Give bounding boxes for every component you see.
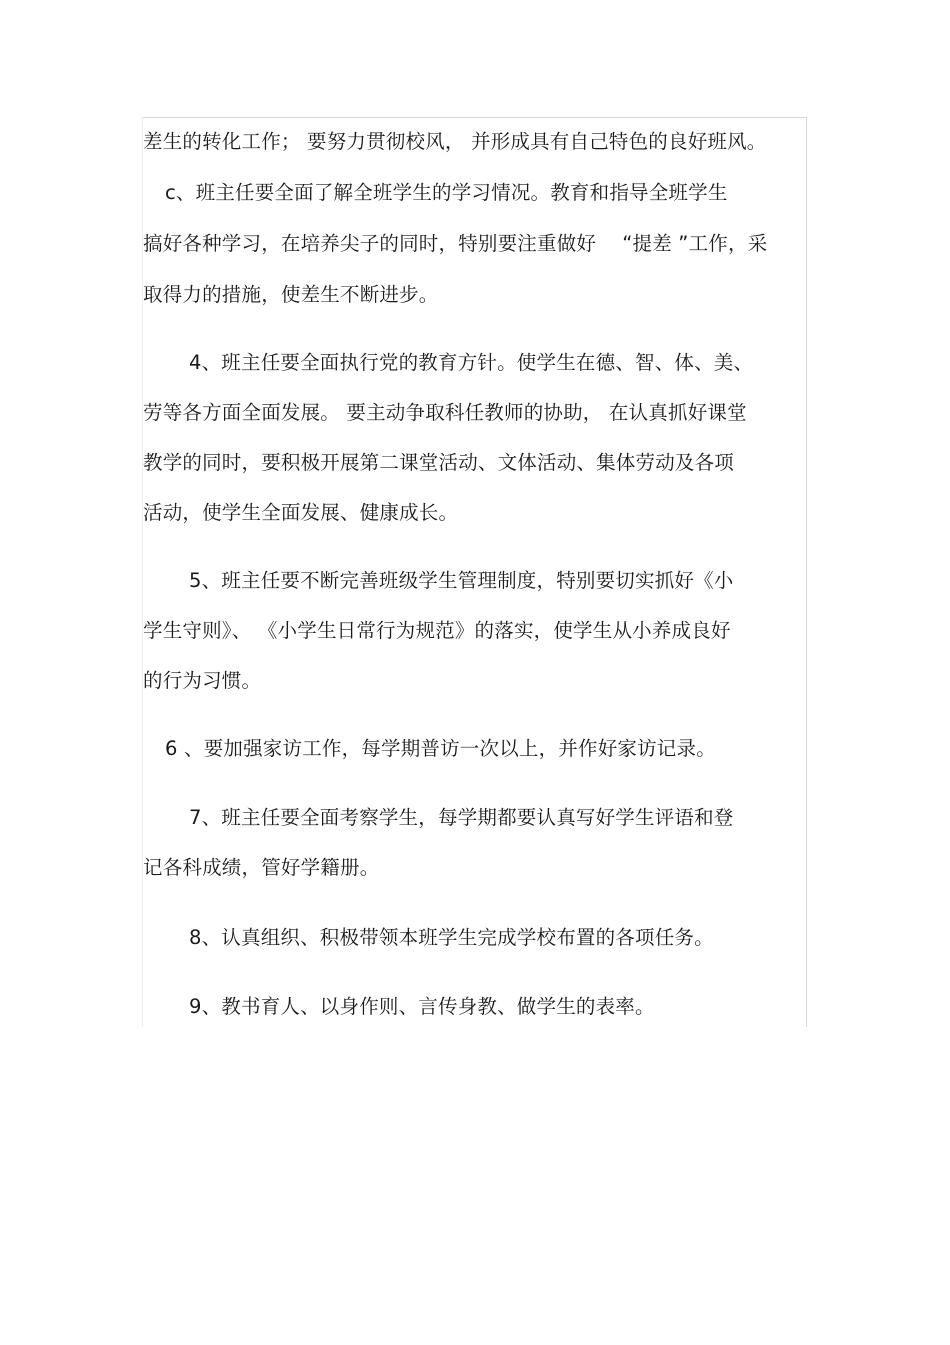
text-line: 9、教书育人、以身作则、言传身教、做学生的表率。 <box>189 995 655 1018</box>
text-line: 8、认真组织、积极带领本班学生完成学校布置的各项任务。 <box>189 926 714 949</box>
text-line: 教学的同时，要积极开展第二课堂活动、文体活动、集体劳动及各项 <box>143 451 735 474</box>
text-line: 5、班主任要不断完善班级学生管理制度，特别要切实抓好《小 <box>189 569 734 592</box>
text-line: 劳等各方面全面发展。 要主动争取科任教师的协助， 在认真抓好课堂 <box>143 401 747 424</box>
text-line: 记各科成绩，管好学籍册。 <box>143 856 380 879</box>
text-line: 活动，使学生全面发展、健康成长。 <box>143 501 459 524</box>
text-line: 搞好各种学习，在培养尖子的同时，特别要注重做好 “提差 ”工作，采 <box>143 232 768 255</box>
text-line: 4、班主任要全面执行党的教育方针。使学生在德、智、体、美、 <box>189 351 754 374</box>
page-border-edge <box>142 1000 143 1027</box>
text-line: 差生的转化工作； 要努力贯彻校风， 并形成具有自己特色的良好班风。 <box>143 130 767 153</box>
text-line: 的行为习惯。 <box>143 669 262 692</box>
text-line: 7、班主任要全面考察学生，每学期都要认真写好学生评语和登 <box>189 806 734 829</box>
text-line: 取得力的措施，使差生不断进步。 <box>143 283 439 306</box>
text-line: 学生守则》、 《小学生日常行为规范》的落实，使学生从小养成良好 <box>143 619 731 642</box>
text-line: c、班主任要全面了解全班学生的学习情况。教育和指导全班学生 <box>165 181 728 204</box>
text-line: 6 、要加强家访工作，每学期普访一次以上，并作好家访记录。 <box>165 737 716 760</box>
